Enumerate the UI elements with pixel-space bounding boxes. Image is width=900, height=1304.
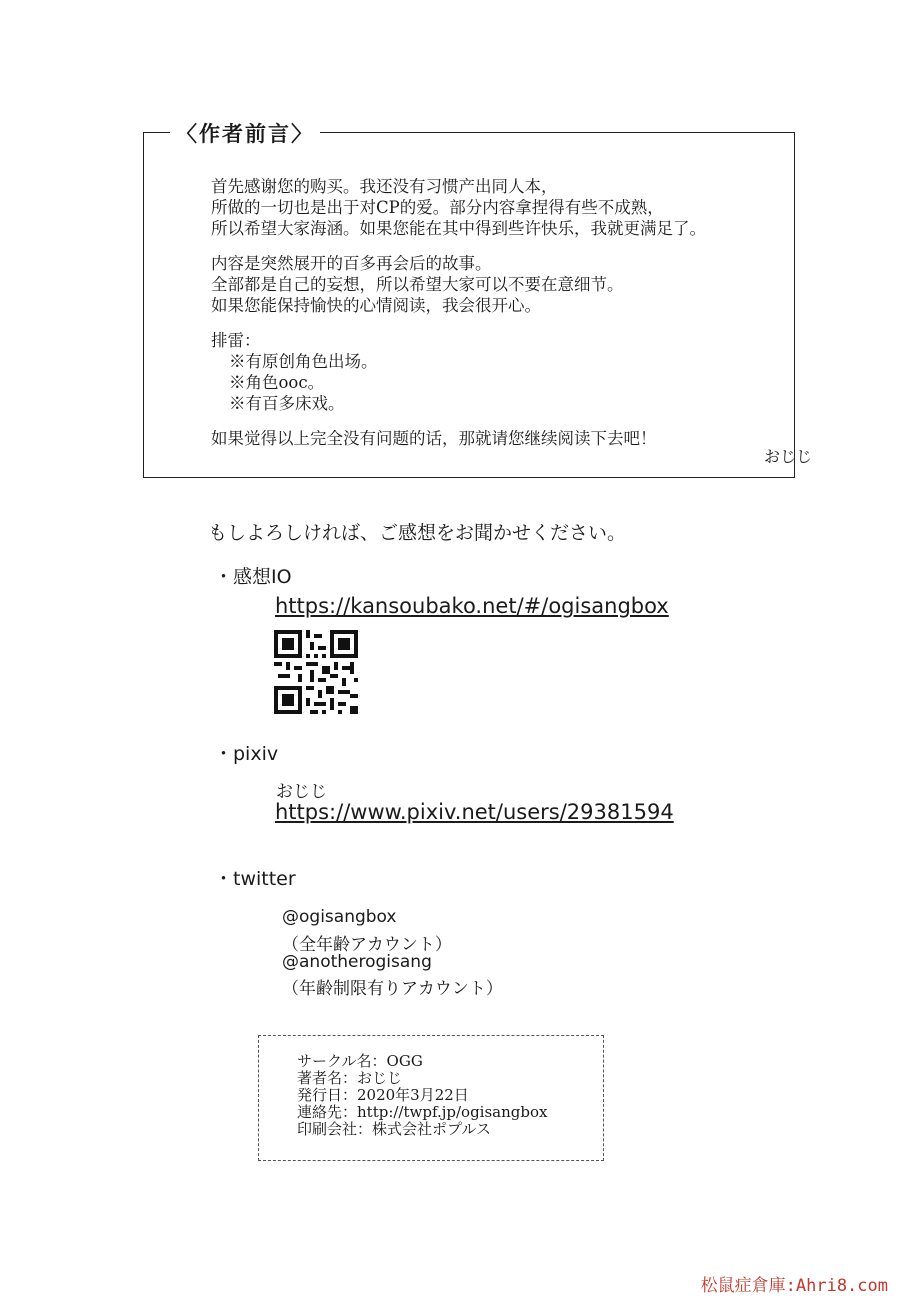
twitter-account[interactable]: @anotherogisang bbox=[282, 952, 432, 972]
colophon-line: 発行日：2020年3月22日 bbox=[297, 1086, 469, 1104]
closing-line: 如果觉得以上完全没有问题的话，那就请您继续阅读下去吧！ bbox=[211, 429, 657, 448]
preface-line: 所以希望大家海涵。如果您能在其中得到些许快乐，我就更满足了。 bbox=[211, 219, 706, 238]
preface-line: 所做的一切也是出于对CP的爱。部分内容拿捏得有些不成熟， bbox=[211, 198, 664, 217]
pixiv-label: ・pixiv bbox=[214, 743, 279, 765]
warning-item: ※角色ooc。 bbox=[229, 373, 325, 392]
preface-line: 内容是突然展开的百多再会后的故事。 bbox=[211, 254, 492, 273]
colophon-body bbox=[297, 1053, 547, 1138]
colophon-line: サークル名：OGG bbox=[297, 1052, 423, 1070]
pixiv-link[interactable]: https://www.pixiv.net/users/29381594 bbox=[275, 800, 674, 824]
pixiv-name: おじじ bbox=[276, 782, 327, 802]
preface-paragraph-1 bbox=[211, 176, 781, 239]
preface-line: 如果您能保持愉快的心情阅读，我会很开心。 bbox=[211, 296, 541, 315]
preface-title: 〈作者前言〉 bbox=[170, 118, 320, 148]
qr-code-icon[interactable] bbox=[274, 630, 358, 714]
preface-signature: おじじ bbox=[763, 447, 812, 466]
twitter-account[interactable]: @ogisangbox bbox=[282, 907, 397, 927]
kansou-label: ・感想IO bbox=[214, 566, 292, 588]
warning-item: ※有原创角色出场。 bbox=[229, 352, 378, 371]
kansou-link[interactable]: https://kansoubako.net/#/ogisangbox bbox=[275, 594, 669, 618]
closing-block bbox=[211, 428, 781, 449]
warnings-block bbox=[211, 330, 781, 414]
colophon-line: 印刷会社：株式会社ポプルス bbox=[297, 1120, 491, 1138]
feedback-request: もしよろしければ、ご感想をお聞かせください。 bbox=[208, 522, 627, 544]
preface-line: 全部都是自己的妄想，所以希望大家可以不要在意细节。 bbox=[211, 275, 624, 294]
twitter-account-note: （年齢制限有りアカウント） bbox=[282, 979, 503, 999]
preface-line: 首先感谢您的购买。我还没有习惯产出同人本， bbox=[211, 177, 558, 196]
colophon-line: 連絡先：http://twpf.jp/ogisangbox bbox=[297, 1103, 548, 1121]
warnings-heading: 排雷： bbox=[211, 331, 261, 350]
watermark: 松鼠症倉庫:Ahri8.com bbox=[700, 1276, 888, 1296]
warning-item: ※有百多床戏。 bbox=[229, 394, 345, 413]
twitter-label: ・twitter bbox=[214, 868, 296, 890]
preface-paragraph-2 bbox=[211, 253, 781, 316]
colophon-line: 著者名：おじじ bbox=[297, 1069, 403, 1087]
preface-body bbox=[211, 176, 781, 463]
twitter-account-note: （全年齢アカウント） bbox=[282, 935, 452, 955]
